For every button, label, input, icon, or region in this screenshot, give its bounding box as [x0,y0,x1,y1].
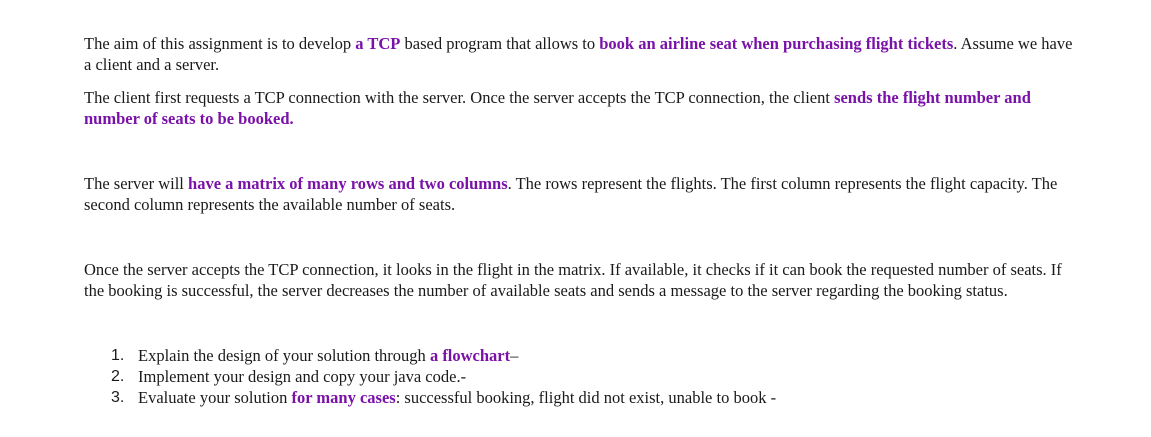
list-number: 2. [111,368,125,385]
text-segment: . Assume we have a client and a server. [84,34,1073,74]
highlight-tcp: a TCP [355,34,401,53]
text-segment: Evaluate your solution [138,388,292,407]
paragraph-server-logic [84,259,1074,301]
text-segment: : successful booking, flight did not exist, unable to book - [395,388,777,407]
text-segment: Once the server accepts the TCP connection, it looks in the flight in the matrix. If available, it checks if it can book the requested number of seats. If the booking is successful, the server decreases the number of available seats and sends a message to the server regarding the booking status. [84,260,1062,300]
text-segment: based program that allows to [400,34,600,53]
text-segment: The server will [84,174,189,193]
list-number: 1. [111,347,125,364]
paragraph-intro [84,33,1074,75]
list-item [84,366,776,387]
text-segment: – [510,346,519,365]
highlight-client-sends: sends the flight number and number of seats to be booked. [84,88,1031,128]
paragraph-client [84,87,1074,129]
highlight-many-cases: for many cases [291,388,396,407]
text-segment: . The rows represent the flights. The first column represents the flight capacity. The second column represents the available number of seats. [84,174,1058,214]
paragraph-server-matrix [84,173,1074,215]
text-segment: The aim of this assignment is to develop [84,34,356,53]
text-segment: Implement your design and copy your java code.- [138,367,467,386]
highlight-matrix: have a matrix of many rows and two columns [188,174,508,193]
task-list [84,345,776,408]
text-segment: The client first requests a TCP connection with the server. Once the server accepts the TCP connection, the client [84,88,835,107]
list-item [84,387,776,408]
list-item [84,345,776,366]
text-segment: Explain the design of your solution through [138,346,430,365]
highlight-booking-goal: book an airline seat when purchasing flight tickets [599,34,954,53]
list-number: 3. [111,389,125,406]
highlight-flowchart: a flowchart [429,346,511,365]
